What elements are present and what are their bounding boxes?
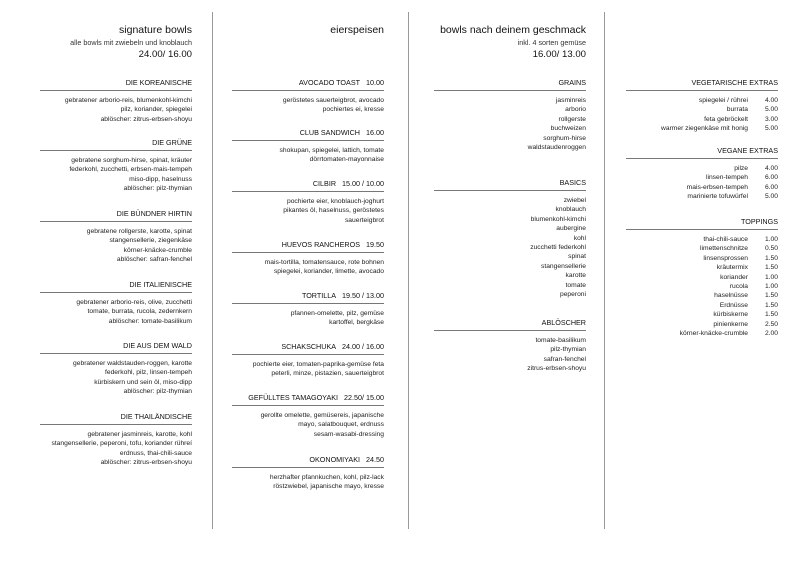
bowl-description bbox=[40, 293, 192, 326]
list-item: tomate-basilikum bbox=[535, 337, 586, 344]
description-line: pfannen-omelette, pilz, gemüse bbox=[290, 310, 384, 317]
extra-name: feta gebröckelt bbox=[704, 115, 748, 123]
description-line: gebratener arborio-reis, olive, zucchetti bbox=[76, 299, 192, 306]
extra-price: 2.50 bbox=[764, 320, 778, 328]
dish-price: 19.50 bbox=[366, 240, 384, 249]
vegetarian-extras-heading: VEGETARISCHE EXTRAS bbox=[626, 78, 778, 91]
grains-section bbox=[434, 78, 586, 152]
dish-price: 19.50 / 13.00 bbox=[342, 291, 384, 300]
list-item: pilz-thymian bbox=[550, 346, 586, 354]
dish-name: TORTILLA bbox=[301, 291, 337, 300]
extra-item bbox=[626, 329, 778, 338]
dish-heading bbox=[232, 455, 384, 468]
description-line: gebratener jasminreis, karotte, kohl bbox=[87, 431, 192, 438]
extra-item bbox=[626, 183, 778, 192]
description-line: federkohl, zucchetti, erbsen-mais-tempeh bbox=[69, 166, 192, 174]
description-line: sesam-wasabi-dressing bbox=[313, 430, 384, 438]
dish-name: CLUB SANDWICH bbox=[299, 128, 360, 137]
abloescher-section bbox=[434, 318, 586, 374]
description-line: ablöscher: tomate-basilikum bbox=[108, 317, 192, 325]
extra-item bbox=[626, 254, 778, 263]
list-item: buchweizen bbox=[550, 125, 586, 133]
extra-item bbox=[626, 192, 778, 201]
dish-name: AVOCADO TOAST bbox=[298, 78, 360, 87]
extra-price: 1.50 bbox=[764, 254, 778, 262]
egg-dish-section bbox=[232, 393, 384, 439]
list-item: karotte bbox=[565, 272, 586, 280]
description-line: gebratene rollgerste, karotte, spinat bbox=[86, 228, 192, 235]
dish-description bbox=[232, 468, 384, 492]
egg-dish-section bbox=[232, 342, 384, 379]
grains-heading: GRAINS bbox=[434, 78, 586, 91]
custom-bowls-title: bowls nach deinem geschmack bbox=[440, 24, 586, 36]
list-item: knoblauch bbox=[555, 206, 586, 214]
extra-name: thai-chili-sauce bbox=[703, 236, 748, 243]
toppings-section bbox=[626, 217, 778, 338]
eierspeisen-header bbox=[232, 24, 384, 37]
description-line: kürbiskern und sein öl, miso-dipp bbox=[94, 378, 192, 386]
bowl-name: DIE BÜNDNER HIRTIN bbox=[40, 209, 192, 222]
extra-name: linsensprossen bbox=[703, 254, 748, 262]
extra-price: 5.00 bbox=[764, 193, 778, 201]
abloescher-list bbox=[434, 331, 586, 374]
dish-heading bbox=[232, 342, 384, 355]
extra-price: 1.00 bbox=[764, 273, 778, 281]
list-item: kohl bbox=[573, 234, 586, 242]
eierspeisen-title: eierspeisen bbox=[330, 24, 384, 36]
description-line: pochierte eier, tomaten-paprika-gemüse feta bbox=[252, 361, 384, 368]
bowl-name: DIE AUS DEM WALD bbox=[40, 341, 192, 354]
extra-price: 6.00 bbox=[764, 183, 778, 191]
vegetarian-extras-list bbox=[626, 91, 778, 134]
description-line: kartoffel, bergkäse bbox=[329, 319, 384, 327]
dish-name: SCHAKSCHUKA bbox=[281, 342, 337, 351]
basics-heading: BASICS bbox=[434, 178, 586, 191]
extra-name: rucola bbox=[729, 283, 748, 291]
list-item: stangensellerie bbox=[541, 262, 586, 270]
extra-price: 3.00 bbox=[764, 115, 778, 123]
extra-name: limettenschnitze bbox=[700, 245, 748, 253]
dish-description bbox=[232, 141, 384, 165]
extra-name: pilze bbox=[734, 165, 748, 172]
list-item: rollgerste bbox=[558, 115, 586, 123]
extra-name: warmer ziegenkäse mit honig bbox=[661, 125, 748, 133]
description-line: röstzwiebel, japanische mayo, kresse bbox=[273, 483, 384, 491]
bowl-description bbox=[40, 354, 192, 397]
signature-bowl-section bbox=[40, 412, 192, 468]
extra-item bbox=[626, 282, 778, 291]
list-item: zucchetti federkohl bbox=[530, 244, 586, 252]
signature-bowl-section bbox=[40, 341, 192, 397]
extra-item bbox=[626, 291, 778, 300]
signature-bowl-section bbox=[40, 209, 192, 265]
dish-description bbox=[232, 91, 384, 115]
vegan-extras-heading: VEGANE EXTRAS bbox=[626, 146, 778, 159]
egg-dish-section bbox=[232, 78, 384, 115]
custom-bowls-price: 16.00/ 13.00 bbox=[532, 49, 586, 60]
signature-title: signature bowls bbox=[119, 24, 192, 36]
egg-dish-section bbox=[232, 240, 384, 277]
egg-dish-section bbox=[232, 291, 384, 328]
column-divider-2 bbox=[408, 12, 409, 529]
description-line: peterli, minze, pistazien, sauerteigbrot bbox=[271, 370, 384, 378]
list-item: arborio bbox=[565, 106, 586, 114]
extra-name: marinierte tofuwürfel bbox=[687, 193, 748, 201]
description-line: mayo, salatbouquet, erdnuss bbox=[298, 421, 384, 429]
extra-item bbox=[626, 320, 778, 329]
extra-item bbox=[626, 105, 778, 114]
egg-dish-section bbox=[232, 128, 384, 165]
description-line: ablöscher: zitrus-erbsen-shoyu bbox=[100, 115, 192, 123]
list-item: safran-fenchel bbox=[543, 355, 586, 363]
extra-item bbox=[626, 310, 778, 319]
dish-heading bbox=[232, 78, 384, 91]
description-line: erdnuss, thai-chili-sauce bbox=[119, 449, 192, 457]
description-line: spiegelei, koriander, limette, avocado bbox=[273, 268, 384, 276]
custom-bowls-header bbox=[420, 24, 586, 61]
extra-name: spiegelei / rührei bbox=[698, 97, 748, 104]
extra-item bbox=[626, 124, 778, 133]
extra-item bbox=[626, 301, 778, 310]
description-line: gebratener waldstauden-roggen, karotte bbox=[73, 360, 192, 367]
extra-price: 4.00 bbox=[764, 97, 778, 104]
grains-list bbox=[434, 91, 586, 152]
signature-bowl-section bbox=[40, 138, 192, 194]
description-line: mais-tortilla, tomatensauce, rote bohnen bbox=[264, 259, 384, 266]
description-line: geröstetes sauerteigbrot, avocado bbox=[282, 97, 384, 104]
dish-description bbox=[232, 355, 384, 379]
list-item: zwiebel bbox=[563, 197, 586, 204]
description-line: pilz, koriander, spiegelei bbox=[120, 106, 192, 114]
description-line: miso-dipp, haselnuss bbox=[129, 175, 192, 183]
extra-price: 5.00 bbox=[764, 106, 778, 114]
dish-name: GEFÜLLTES TAMAGOYAKI bbox=[248, 393, 339, 402]
bowl-name: DIE ITALIENISCHE bbox=[40, 280, 192, 293]
basics-section bbox=[434, 178, 586, 299]
extra-price: 1.50 bbox=[764, 311, 778, 319]
list-item: spinat bbox=[568, 253, 586, 261]
extra-item bbox=[626, 115, 778, 124]
bowl-name: DIE KOREANISCHE bbox=[40, 78, 192, 91]
signature-bowl-section bbox=[40, 280, 192, 326]
description-line: sauerteigbrot bbox=[344, 216, 384, 224]
extra-price: 1.50 bbox=[764, 301, 778, 309]
extra-name: linsen-tempeh bbox=[705, 174, 748, 182]
extra-name: mais-erbsen-tempeh bbox=[686, 183, 748, 191]
extra-name: kräutermix bbox=[716, 264, 748, 272]
dish-description bbox=[232, 253, 384, 277]
extra-price: 1.50 bbox=[764, 264, 778, 272]
list-item: aubergine bbox=[556, 225, 586, 233]
bowl-name: DIE GRÜNE bbox=[40, 138, 192, 151]
extra-name: koriander bbox=[720, 273, 748, 281]
dish-price: 24.50 bbox=[366, 455, 384, 464]
extra-price: 0.50 bbox=[764, 245, 778, 253]
description-line: federkohl, pilz, linsen-tempeh bbox=[105, 369, 192, 377]
description-line: pochiertes ei, kresse bbox=[322, 106, 384, 114]
extra-item bbox=[626, 164, 778, 173]
basics-list bbox=[434, 191, 586, 299]
column-divider-3 bbox=[604, 12, 605, 529]
list-item: zitrus-erbsen-shoyu bbox=[527, 365, 586, 373]
description-line: shokupan, spiegelei, lattich, tomate bbox=[279, 147, 384, 154]
extra-name: körner-knäcke-crumble bbox=[679, 330, 748, 338]
extra-price: 2.00 bbox=[764, 330, 778, 338]
extra-item bbox=[626, 244, 778, 253]
description-line: dörrtomaten-mayonnaise bbox=[309, 156, 384, 164]
description-line: körner-knäcke-crumble bbox=[123, 246, 192, 254]
description-line: pikantes öl, haselnuss, geröstetes bbox=[283, 207, 384, 215]
bowl-description bbox=[40, 151, 192, 194]
extra-name: kürbiskerne bbox=[713, 311, 748, 319]
extra-name: Erdnüsse bbox=[719, 301, 748, 309]
toppings-heading: TOPPINGS bbox=[626, 217, 778, 230]
description-line: gebratener arborio-reis, blumenkohl-kimchi bbox=[64, 97, 192, 104]
egg-dish-section bbox=[232, 179, 384, 225]
signature-subtitle: alle bowls mit zwiebeln und knoblauch bbox=[70, 38, 192, 47]
dish-description bbox=[232, 304, 384, 328]
extra-item bbox=[626, 96, 778, 105]
description-line: tomate, burrata, rucola, zedernkern bbox=[87, 308, 192, 316]
extra-price: 4.00 bbox=[764, 165, 778, 172]
extra-name: pinienkerne bbox=[713, 320, 748, 328]
list-item: jasminreis bbox=[555, 97, 586, 104]
extra-item bbox=[626, 235, 778, 244]
description-line: ablöscher: pilz-thymian bbox=[123, 388, 192, 396]
dish-description bbox=[232, 406, 384, 439]
dish-price: 10.00 bbox=[366, 78, 384, 87]
bowl-name: DIE THAILÄNDISCHE bbox=[40, 412, 192, 425]
vegan-extras-section bbox=[626, 146, 778, 202]
vegan-extras-list bbox=[626, 159, 778, 202]
bowl-description bbox=[40, 91, 192, 124]
extra-price: 1.00 bbox=[764, 236, 778, 243]
dish-price: 16.00 bbox=[366, 128, 384, 137]
vegetarian-extras-section bbox=[626, 78, 778, 134]
description-line: gerollte omelette, gemüsereis, japanische bbox=[260, 412, 384, 419]
list-item: sorghum-hirse bbox=[543, 134, 586, 142]
extra-item bbox=[626, 273, 778, 282]
description-line: ablöscher: pilz-thymian bbox=[123, 185, 192, 193]
column-divider-1 bbox=[212, 12, 213, 529]
extra-price: 1.00 bbox=[764, 283, 778, 291]
list-item: peperoni bbox=[559, 291, 586, 299]
dish-heading bbox=[232, 179, 384, 192]
list-item: blumenkohl-kimchi bbox=[530, 215, 586, 223]
extra-price: 6.00 bbox=[764, 174, 778, 182]
dish-price: 22.50/ 15.00 bbox=[344, 393, 384, 402]
dish-price: 15.00 / 10.00 bbox=[342, 179, 384, 188]
dish-heading bbox=[232, 291, 384, 304]
dish-name: CILBIR bbox=[312, 179, 337, 188]
dish-description bbox=[232, 192, 384, 225]
egg-dish-section bbox=[232, 455, 384, 492]
extra-item bbox=[626, 263, 778, 272]
description-line: gebratene sorghum-hirse, spinat, kräuter bbox=[71, 157, 192, 164]
extra-price: 5.00 bbox=[764, 125, 778, 133]
extra-name: haselnüsse bbox=[714, 292, 748, 300]
bowl-description bbox=[40, 222, 192, 265]
extra-price: 1.50 bbox=[764, 292, 778, 300]
description-line: ablöscher: zitrus-erbsen-shoyu bbox=[100, 459, 192, 467]
custom-bowls-subtitle: inkl. 4 sorten gemüse bbox=[517, 38, 586, 47]
description-line: ablöscher: safran-fenchel bbox=[116, 256, 192, 264]
description-line: stangensellerie, peperoni, tofu, koriander rühreí bbox=[51, 440, 192, 448]
signature-bowl-section bbox=[40, 78, 192, 124]
list-item: tomate bbox=[565, 281, 586, 289]
list-item: waldstaudenroggen bbox=[527, 144, 586, 152]
signature-header bbox=[40, 24, 192, 61]
extra-name: burrata bbox=[726, 106, 748, 114]
dish-name: OKONOMIYAKI bbox=[309, 455, 360, 464]
dish-heading bbox=[232, 240, 384, 253]
bowl-description bbox=[40, 425, 192, 468]
extra-item bbox=[626, 173, 778, 182]
description-line: pochierte eier, knoblauch-joghurt bbox=[286, 198, 384, 205]
description-line: herzhafter pfannkuchen, kohl, pilz-lack bbox=[269, 474, 384, 481]
abloescher-heading: ABLÖSCHER bbox=[434, 318, 586, 331]
description-line: stangensellerie, ziegenkäse bbox=[109, 237, 192, 245]
signature-price: 24.00/ 16.00 bbox=[138, 49, 192, 60]
dish-price: 24.00 / 16.00 bbox=[342, 342, 384, 351]
dish-heading bbox=[232, 393, 384, 406]
dish-heading bbox=[232, 128, 384, 141]
dish-name: HUEVOS RANCHEROS bbox=[281, 240, 360, 249]
toppings-list bbox=[626, 230, 778, 338]
